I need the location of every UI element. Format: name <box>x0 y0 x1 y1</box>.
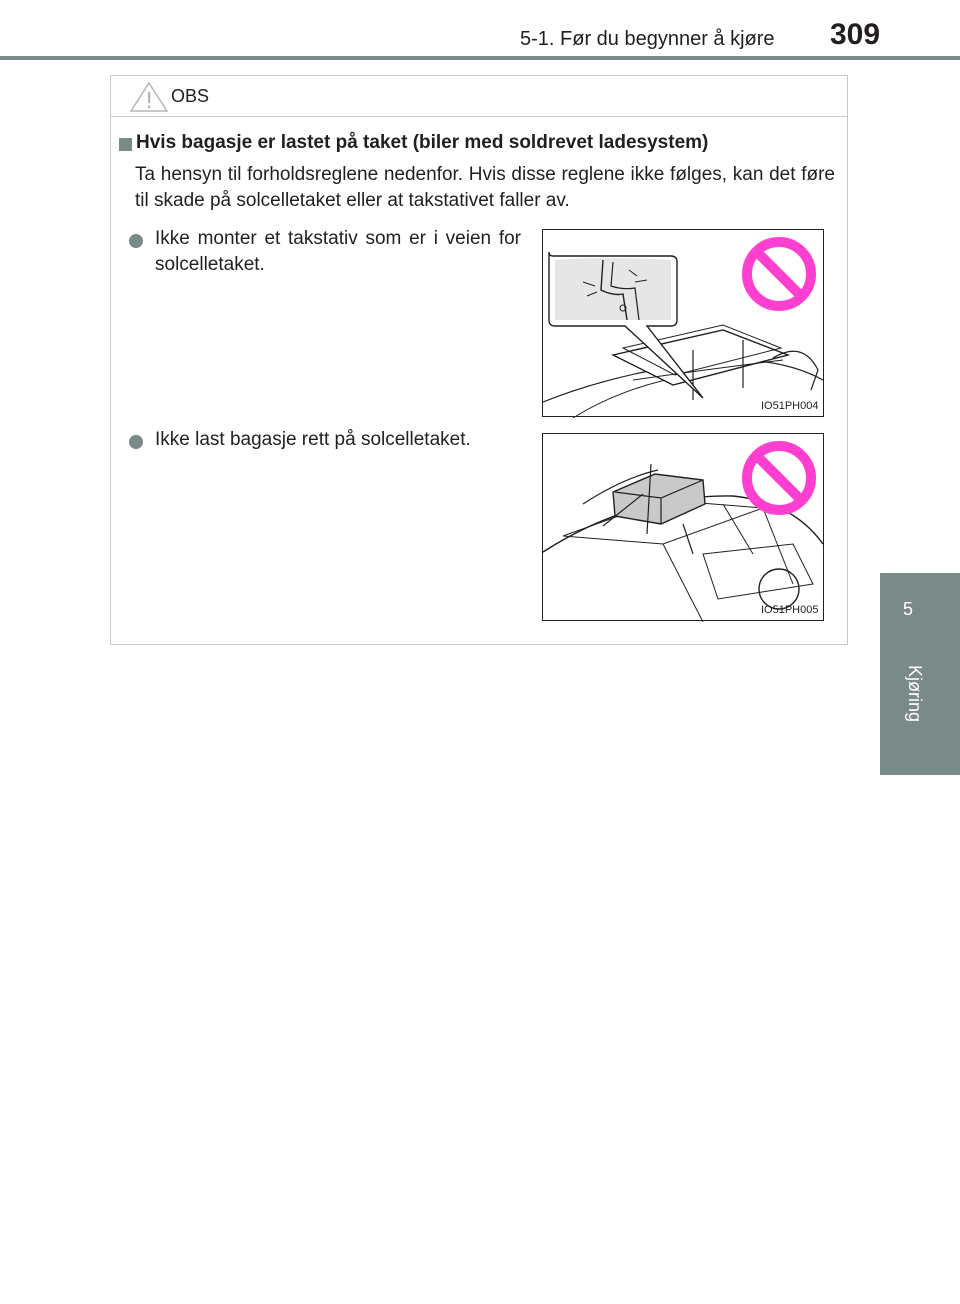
caution-label: OBS <box>171 86 210 106</box>
item-bullet <box>129 435 143 449</box>
header-rule <box>0 56 960 60</box>
item-text-roof-rack: Ikke monter et takstativ som er i veien for solcelletaket. <box>155 228 521 275</box>
section-heading: Hvis bagasje er lastet på taket (biler med soldrevet ladesystem) <box>136 132 709 153</box>
chapter-number: 5 <box>902 599 913 619</box>
luggage-on-roof-drawing <box>543 434 825 622</box>
figure-code: IO51PH004 <box>761 400 819 412</box>
chapter-side-tab <box>880 573 960 775</box>
section-body-text: Ta hensyn til forholdsreglene nedenfor. Hvis disse reglene ikke følges, kan det føre til skade på solcelletaket eller at takstativet faller av. <box>135 164 835 211</box>
page-number: 309 <box>830 18 881 51</box>
roof-rack-drawing <box>543 230 825 418</box>
luggage-on-roof-illustration <box>542 433 824 621</box>
item-bullet <box>129 234 143 248</box>
item-text-luggage: Ikke last bagasje rett på solcelletaket. <box>155 429 471 450</box>
caution-box <box>110 75 848 645</box>
section-header-title: 5-1. Før du begynner å kjøre <box>520 28 775 50</box>
caution-header <box>111 76 847 117</box>
roof-rack-illustration <box>542 229 824 417</box>
chapter-label: Kjøring <box>905 665 925 723</box>
warning-triangle-icon <box>129 81 169 113</box>
figure-code: IO51PH005 <box>761 604 819 616</box>
section-bullet-square <box>119 138 132 151</box>
